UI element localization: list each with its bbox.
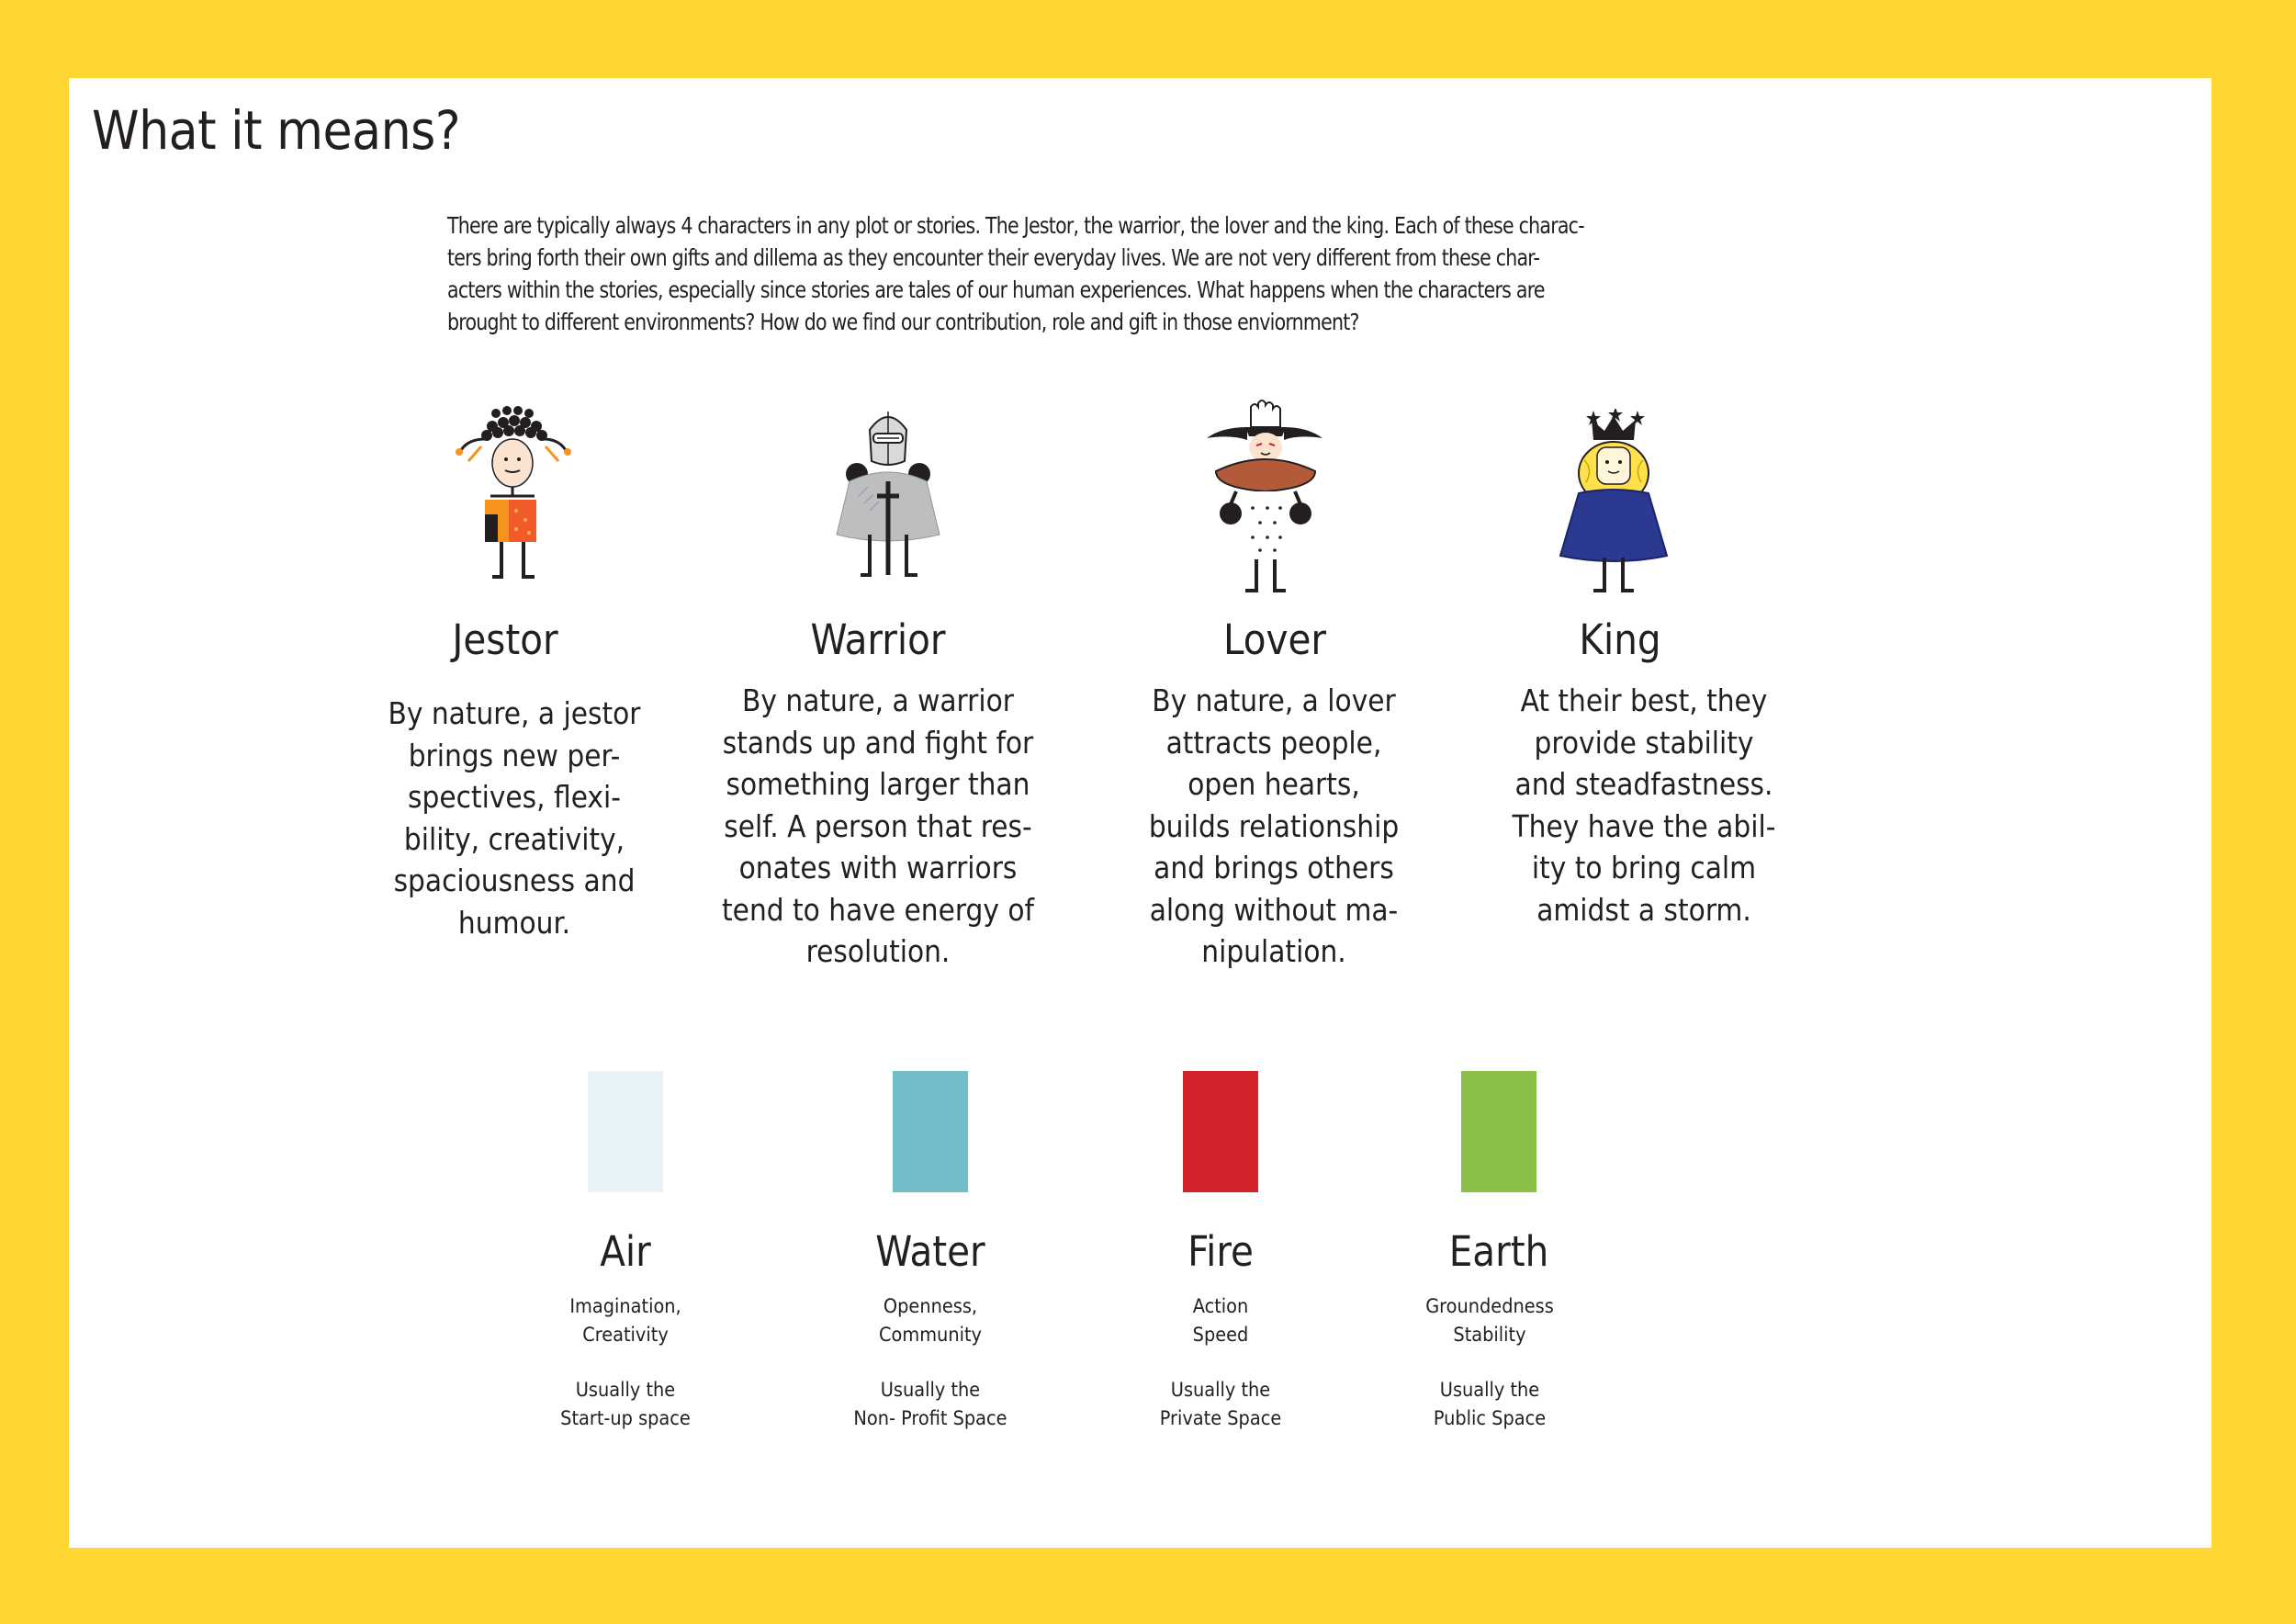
element-space-line: Usually the bbox=[1439, 1379, 1540, 1402]
character-description-jestor bbox=[388, 693, 640, 943]
description-line: nipulation. bbox=[1201, 933, 1346, 969]
element-space-line: Usually the bbox=[880, 1379, 981, 1402]
description-line: and brings others bbox=[1154, 850, 1394, 885]
character-description-king bbox=[1513, 680, 1776, 930]
description-line: ity to bring calm bbox=[1531, 850, 1757, 885]
water-swatch bbox=[893, 1071, 968, 1192]
element-space-line: Start-up space bbox=[560, 1406, 691, 1430]
element-name-water: Water bbox=[875, 1227, 985, 1276]
element-name-earth: Earth bbox=[1448, 1227, 1549, 1276]
description-line: amidst a storm. bbox=[1536, 891, 1751, 928]
description-line: along without ma- bbox=[1149, 891, 1399, 928]
intro-line: acters within the stories, especially since stories are tales of our human experiences. What happens when the characters are bbox=[447, 276, 1545, 303]
element-trait-line: Openness, bbox=[883, 1295, 978, 1318]
description-line: resolution. bbox=[805, 933, 951, 969]
intro-line: ters bring forth their own gifts and dillema as they encounter their everyday lives. We are not very different from these char- bbox=[447, 244, 1540, 271]
page-title: What it means? bbox=[92, 99, 461, 162]
intro-line: brought to different environments? How do we find our contribution, role and gift in those enviornment? bbox=[447, 309, 1359, 335]
character-name-jestor: Jestor bbox=[452, 615, 558, 664]
air-swatch bbox=[588, 1071, 663, 1192]
character-description-warrior bbox=[722, 680, 1034, 973]
lover-icon bbox=[1203, 400, 1327, 597]
element-space-line: Non- Profit Space bbox=[853, 1406, 1007, 1430]
element-trait-line: Stability bbox=[1453, 1323, 1526, 1347]
element-space-line: Usually the bbox=[1170, 1379, 1271, 1402]
element-trait-line: Groundedness bbox=[1425, 1295, 1554, 1318]
description-line: spectives, flexi- bbox=[408, 779, 621, 815]
description-line: tend to have energy of bbox=[722, 891, 1034, 928]
element-trait-line: Speed bbox=[1192, 1323, 1249, 1347]
element-trait-line: Community bbox=[879, 1323, 982, 1347]
element-trait-line: Imagination, bbox=[569, 1295, 681, 1318]
description-line: spaciousness and bbox=[393, 863, 636, 898]
description-line: humour. bbox=[457, 904, 571, 941]
character-name-lover: Lover bbox=[1222, 615, 1327, 664]
fire-swatch bbox=[1183, 1071, 1258, 1192]
element-trait-line: Creativity bbox=[582, 1323, 669, 1347]
description-line: provide stability bbox=[1534, 724, 1754, 761]
intro-line: There are typically always 4 characters in any plot or stories. The Jestor, the warrior, the lover and the king. Each of these charac- bbox=[447, 212, 1584, 239]
description-line: open hearts, bbox=[1187, 766, 1360, 802]
intro-paragraph bbox=[447, 209, 1583, 338]
description-line: attracts people, bbox=[1165, 724, 1382, 761]
element-details-air bbox=[560, 1293, 691, 1433]
description-line: self. A person that res- bbox=[724, 807, 1032, 844]
knight-icon bbox=[831, 404, 946, 583]
element-space-line: Usually the bbox=[575, 1379, 676, 1402]
description-line: By nature, a warrior bbox=[742, 682, 1014, 718]
description-line: onates with warriors bbox=[738, 850, 1018, 885]
king-icon bbox=[1557, 409, 1671, 597]
description-line: something larger than bbox=[726, 766, 1030, 802]
element-name-fire: Fire bbox=[1187, 1227, 1254, 1276]
description-line: stands up and fight for bbox=[722, 724, 1034, 761]
description-line: They have the abil- bbox=[1512, 807, 1776, 844]
description-line: brings new per- bbox=[408, 737, 621, 773]
earth-swatch bbox=[1461, 1071, 1536, 1192]
element-details-fire bbox=[1160, 1293, 1282, 1433]
element-space-line: Private Space bbox=[1159, 1406, 1282, 1430]
element-details-water bbox=[853, 1293, 1007, 1433]
description-line: builds relationship bbox=[1148, 807, 1400, 844]
element-space-line: Public Space bbox=[1433, 1406, 1547, 1430]
jester-icon bbox=[450, 404, 574, 583]
description-line: By nature, a lover bbox=[1152, 682, 1396, 718]
character-description-lover bbox=[1149, 680, 1399, 973]
element-trait-line: Action bbox=[1192, 1295, 1249, 1318]
character-name-king: King bbox=[1579, 615, 1661, 664]
description-line: bility, creativity, bbox=[403, 820, 625, 857]
description-line: At their best, they bbox=[1520, 682, 1768, 718]
description-line: By nature, a jestor bbox=[388, 695, 641, 731]
description-line: and steadfastness. bbox=[1514, 766, 1773, 802]
character-name-warrior: Warrior bbox=[810, 615, 946, 664]
element-details-earth bbox=[1425, 1293, 1554, 1433]
element-name-air: Air bbox=[600, 1227, 651, 1276]
